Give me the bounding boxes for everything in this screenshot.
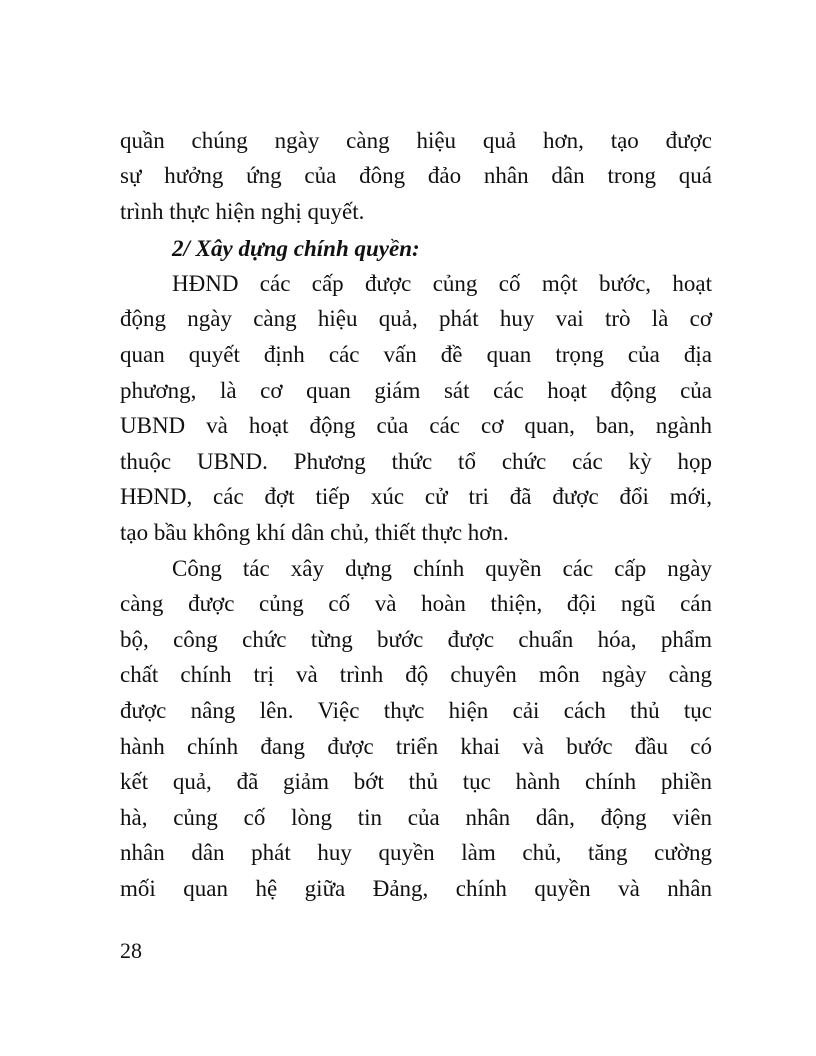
section-heading: 2/ Xây dựng chính quyền: [172,236,420,261]
text-line: sự hưởng ứng của đông đảo nhân dân trong quá [120,163,712,188]
text-line: được nâng lên. Việc thực hiện cải cách thủ tục [120,698,712,723]
text-line: tạo bầu không khí dân chủ, thiết thực hơn. [120,520,509,545]
text-line: bộ, công chức từng bước được chuẩn hóa, phẩm [120,627,712,652]
text-line: quan quyết định các vấn đề quan trọng của địa [120,342,712,367]
text-line: quần chúng ngày càng hiệu quả hơn, tạo được [120,128,712,153]
text-line: càng được củng cố và hoàn thiện, đội ngũ cán [120,591,712,616]
text-line: chất chính trị và trình độ chuyên môn ngày càng [120,662,712,687]
text-line: UBND và hoạt động của các cơ quan, ban, ngành [120,413,712,438]
text-line: hà, củng cố lòng tin của nhân dân, động viên [120,805,712,830]
text-line: Công tác xây dựng chính quyền các cấp ngày [172,556,712,581]
text-line: phương, là cơ quan giám sát các hoạt động của [120,378,712,403]
text-line: hành chính đang được triển khai và bước đầu có [120,734,712,759]
text-line: thuộc UBND. Phương thức tổ chức các kỳ họp [120,449,712,474]
text-line: động ngày càng hiệu quả, phát huy vai trò là cơ [120,306,712,331]
text-line: HĐND, các đợt tiếp xúc cử tri đã được đổi mới, [120,484,712,509]
text-line: kết quả, đã giảm bớt thủ tục hành chính phiền [120,769,712,794]
text-line: nhân dân phát huy quyền làm chủ, tăng cường [120,840,712,865]
text-line: HĐND các cấp được củng cố một bước, hoạt [172,271,712,296]
text-line: trình thực hiện nghị quyết. [120,199,365,224]
page-number: 28 [120,938,142,963]
text-line: mối quan hệ giữa Đảng, chính quyền và nhân [120,876,712,901]
